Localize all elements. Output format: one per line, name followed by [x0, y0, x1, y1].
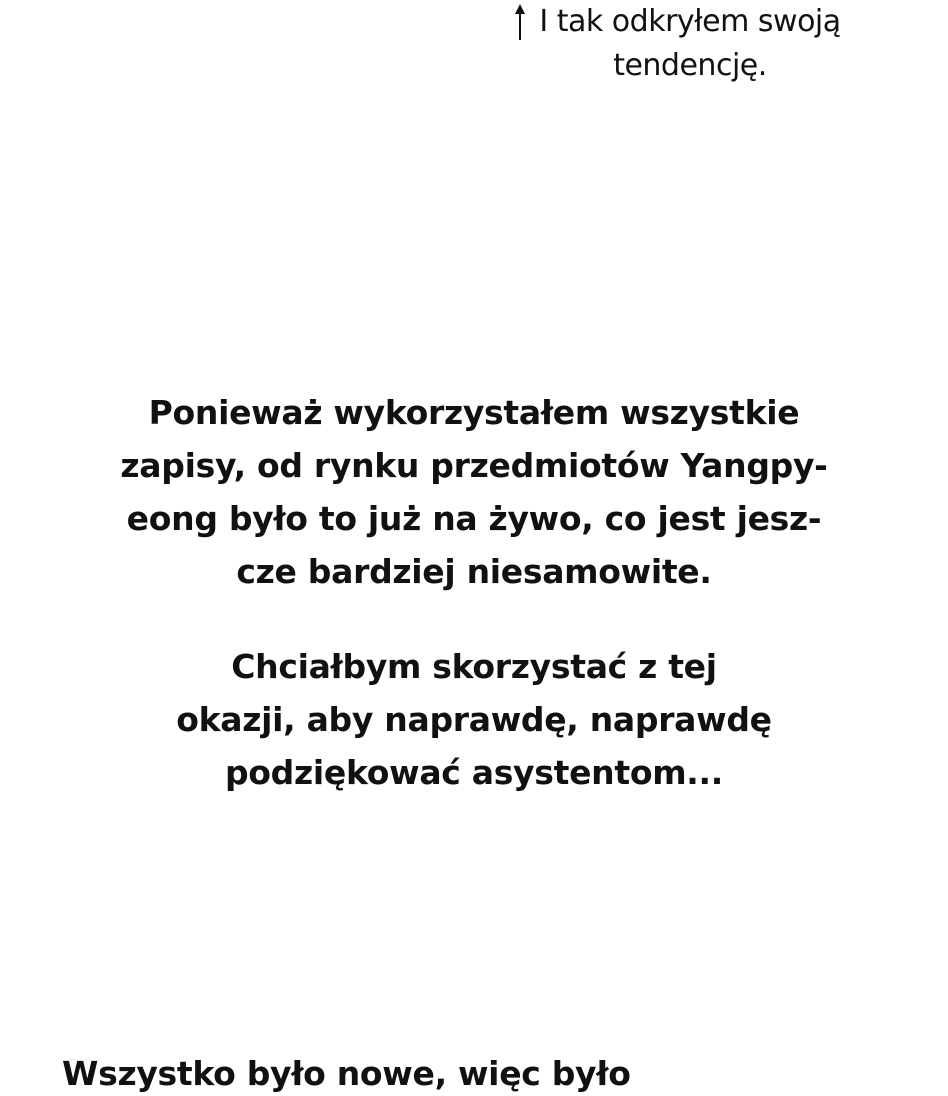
side-note-line-2: tendencję. [613, 48, 767, 83]
up-arrow-icon [513, 2, 527, 42]
paragraph-1 [0, 386, 948, 598]
paragraph-2 [0, 640, 948, 799]
paragraph-2-line-3: podziękować asystentom... [224, 753, 723, 792]
paragraph-2-line-2: okazji, aby naprawdę, naprawdę [176, 700, 772, 739]
paragraph-1-line-3: eong było to już na żywo, co jest jesz- [126, 499, 822, 538]
paragraph-1-line-1: Ponieważ wykorzystałem wszystkie [148, 393, 800, 432]
paragraph-1-line-4: cze bardziej niesamowite. [236, 552, 712, 591]
paragraph-2-line-1: Chciałbym skorzystać z tej [231, 647, 717, 686]
paragraph-1-line-2: zapisy, od rynku przedmiotów Yangpy- [120, 446, 828, 485]
side-note-line-1: I tak odkryłem swoją [539, 4, 841, 39]
bottom-text: Wszystko było nowe, więc było [62, 1054, 631, 1093]
side-note [530, 0, 850, 88]
